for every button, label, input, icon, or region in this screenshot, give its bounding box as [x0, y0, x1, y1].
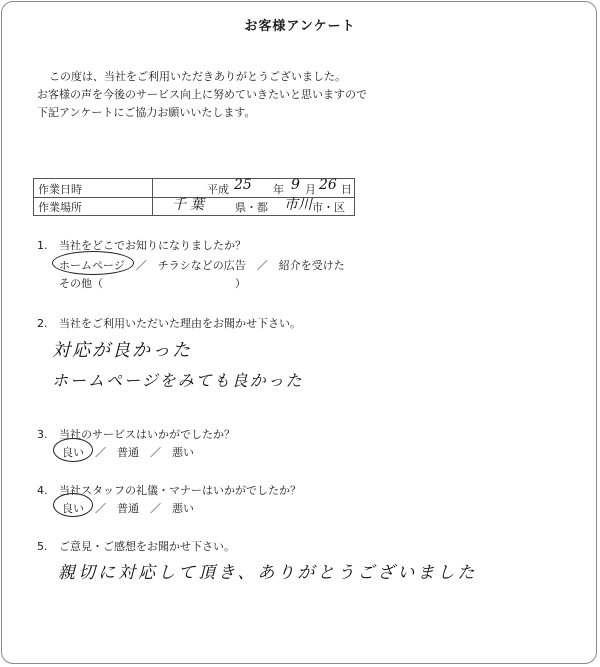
question-2-text: 当社をご利用いただいた理由をお聞かせ下さい。	[59, 317, 301, 330]
question-1	[37, 237, 246, 253]
city-suffix: 市・区	[312, 201, 345, 214]
work-place-row	[34, 197, 354, 215]
question-1-other: その他（ ）	[59, 277, 246, 290]
work-info-table	[33, 178, 355, 216]
question-2-answer-line-2: ホームページをみても良かった	[52, 371, 304, 390]
day-value: 26	[319, 177, 337, 193]
intro-text	[37, 68, 367, 122]
month-value: 9	[291, 177, 300, 193]
question-1-text: 当社をどこでお知りになりましたか？	[59, 239, 246, 252]
question-4-options: 良い ／ 普通 ／ 悪い	[62, 502, 194, 515]
question-1-number: 1.	[37, 239, 48, 252]
month-unit: 月	[305, 183, 316, 196]
question-5-text: ご意見・ご感想をお聞かせ下さい。	[59, 540, 235, 553]
work-date-label: 作業日時	[38, 183, 82, 196]
question-1-options: ホームページ ／ チラシなどの広告 ／ 紹介を受けた	[59, 259, 345, 272]
day-unit: 日	[341, 183, 352, 196]
selected-answer-circle	[53, 438, 93, 462]
question-4-text: 当社スタッフの礼儀・マナーはいかがでしたか？	[59, 484, 301, 497]
era-label: 平成	[207, 183, 229, 196]
question-2-answer-line-1: 対応が良かった	[52, 340, 192, 361]
question-3-number: 3.	[37, 428, 48, 441]
intro-line-1: この度は、当社をご利用いただきありがとうございました。	[49, 70, 346, 83]
year-unit: 年	[273, 183, 284, 196]
work-place-label: 作業場所	[38, 201, 82, 214]
page-title: お客様アンケート	[244, 19, 356, 34]
prefecture-value: 千葉	[172, 197, 208, 213]
intro-line-2: お客様の声を今後のサービス向上に努めていきたいと思いますので	[37, 88, 367, 101]
intro-line-3: 下記アンケートにご協力お願いいたします。	[37, 106, 256, 119]
question-3-options: 良い ／ 普通 ／ 悪い	[62, 446, 194, 459]
question-4-number: 4.	[37, 484, 48, 497]
prefecture-suffix: 県・都	[235, 201, 268, 214]
question-2-number: 2.	[37, 317, 48, 330]
question-3-text: 当社のサービスはいかがでしたか？	[59, 428, 235, 441]
question-5-answer: 親切に対応して頂き、ありがとうございました	[58, 563, 478, 583]
question-5-number: 5.	[37, 540, 48, 553]
selected-answer-circle	[52, 251, 134, 275]
city-value: 市川	[284, 197, 312, 213]
year-value: 25	[234, 177, 252, 193]
question-2	[37, 315, 301, 331]
selected-answer-circle	[53, 493, 93, 517]
question-5	[37, 538, 235, 554]
